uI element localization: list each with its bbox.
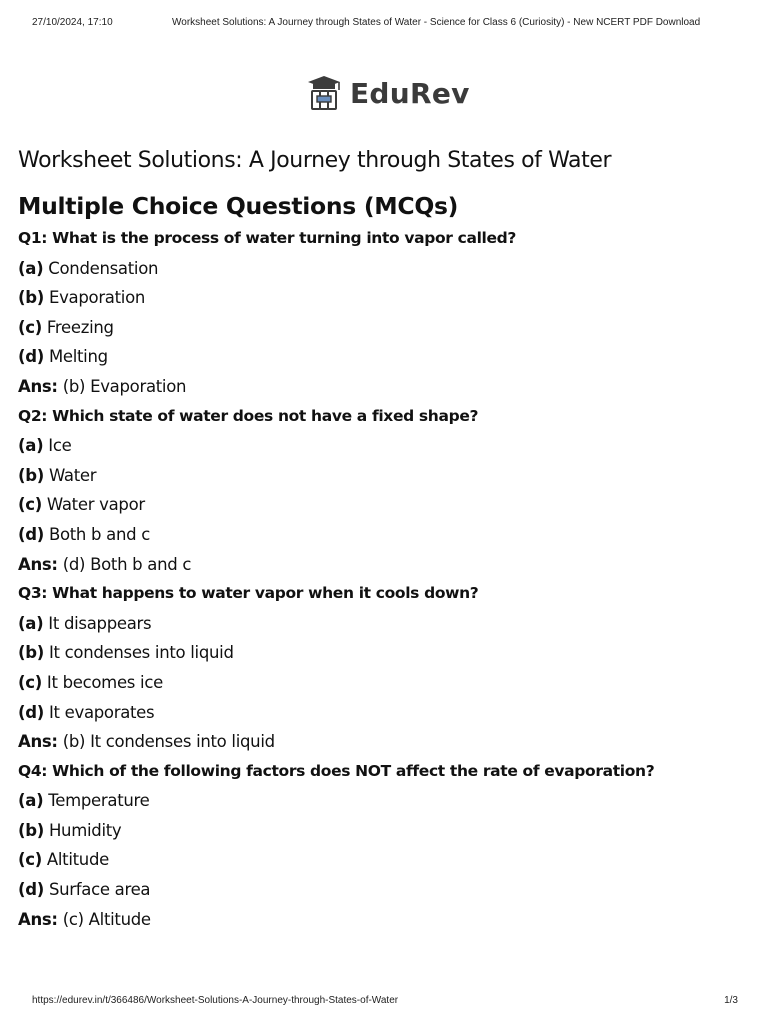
option-label: (a): [18, 258, 44, 278]
option-text: It becomes ice: [41, 672, 163, 692]
page-number: 1/3: [724, 995, 738, 1006]
answer-text: (b) Evaporation: [57, 376, 187, 396]
option-item: [18, 490, 750, 520]
option-item: [18, 816, 750, 846]
option-label: (d): [18, 880, 44, 900]
answer-text: (c) Altitude: [57, 909, 151, 929]
option-label: (a): [18, 436, 44, 456]
option-label: (b): [18, 465, 44, 485]
graduation-cap-books-icon: [304, 74, 344, 112]
answer-label: Ans:: [18, 909, 58, 929]
option-text: Melting: [44, 347, 108, 367]
question-block: [18, 757, 750, 935]
option-text: Ice: [43, 436, 72, 456]
option-item: [18, 698, 750, 728]
option-item: [18, 668, 750, 698]
option-item: [18, 431, 750, 461]
option-text: Temperature: [43, 791, 150, 811]
option-label: (d): [18, 702, 44, 722]
question-text: Q3: What happens to water vapor when it cools down?: [18, 584, 479, 603]
answer-line: [18, 550, 750, 580]
option-label: (c): [18, 495, 42, 515]
option-item: [18, 283, 750, 313]
logo-brand-name: EduRev: [350, 76, 470, 110]
option-text: Altitude: [41, 850, 109, 870]
option-label: (d): [18, 347, 44, 367]
option-label: (c): [18, 850, 42, 870]
question-text: Q2: Which state of water does not have a fixed shape?: [18, 406, 479, 425]
answer-label: Ans:: [18, 376, 58, 396]
answer-label: Ans:: [18, 732, 58, 752]
question-block: [18, 579, 750, 757]
option-label: (c): [18, 317, 42, 337]
option-text: Both b and c: [44, 524, 151, 544]
print-url: https://edurev.in/t/366486/Worksheet-Solutions-A-Journey-through-States-of-Water: [32, 995, 399, 1006]
answer-text: (d) Both b and c: [57, 554, 192, 574]
option-label: (c): [18, 672, 42, 692]
option-text: It evaporates: [44, 702, 155, 722]
option-item: [18, 875, 750, 905]
option-label: (a): [18, 613, 44, 633]
question-text: Q1: What is the process of water turning into vapor called?: [18, 229, 517, 247]
option-item: [18, 461, 750, 491]
answer-text: (b) It condenses into liquid: [57, 732, 275, 752]
option-item: [18, 313, 750, 343]
option-item: [18, 254, 750, 284]
edurev-logo[interactable]: [304, 73, 470, 113]
answer-line: [18, 727, 750, 757]
question-text: Q4: Which of the following factors does NOT affect the rate of evaporation?: [18, 761, 655, 780]
option-text: Evaporation: [44, 288, 146, 308]
option-text: Water vapor: [41, 495, 145, 515]
option-text: Freezing: [41, 317, 114, 337]
option-item: [18, 609, 750, 639]
print-datetime: 27/10/2024, 17:10: [32, 17, 113, 28]
option-text: Condensation: [43, 258, 159, 278]
question-list: [18, 224, 750, 934]
option-item: [18, 638, 750, 668]
option-text: Humidity: [44, 820, 122, 840]
section-heading: Multiple Choice Questions (MCQs): [18, 192, 459, 220]
answer-line: [18, 905, 750, 935]
option-text: Surface area: [44, 880, 151, 900]
question-block: [18, 402, 750, 580]
option-label: (a): [18, 791, 44, 811]
option-item: [18, 786, 750, 816]
answer-line: [18, 372, 750, 402]
document-content: [18, 144, 750, 934]
option-label: (b): [18, 288, 44, 308]
option-text: Water: [44, 465, 97, 485]
print-page-title: Worksheet Solutions: A Journey through States of Water - Science for Class 6 (Curiosity) - New NCERT PDF Download: [172, 17, 701, 28]
option-text: It disappears: [43, 613, 152, 633]
option-label: (b): [18, 820, 44, 840]
answer-label: Ans:: [18, 554, 58, 574]
option-text: It condenses into liquid: [44, 643, 234, 663]
document-title: Worksheet Solutions: A Journey through States of Water: [18, 148, 612, 173]
option-label: (b): [18, 643, 44, 663]
question-block: [18, 224, 750, 402]
option-label: (d): [18, 524, 44, 544]
option-item: [18, 520, 750, 550]
option-item: [18, 342, 750, 372]
option-item: [18, 845, 750, 875]
